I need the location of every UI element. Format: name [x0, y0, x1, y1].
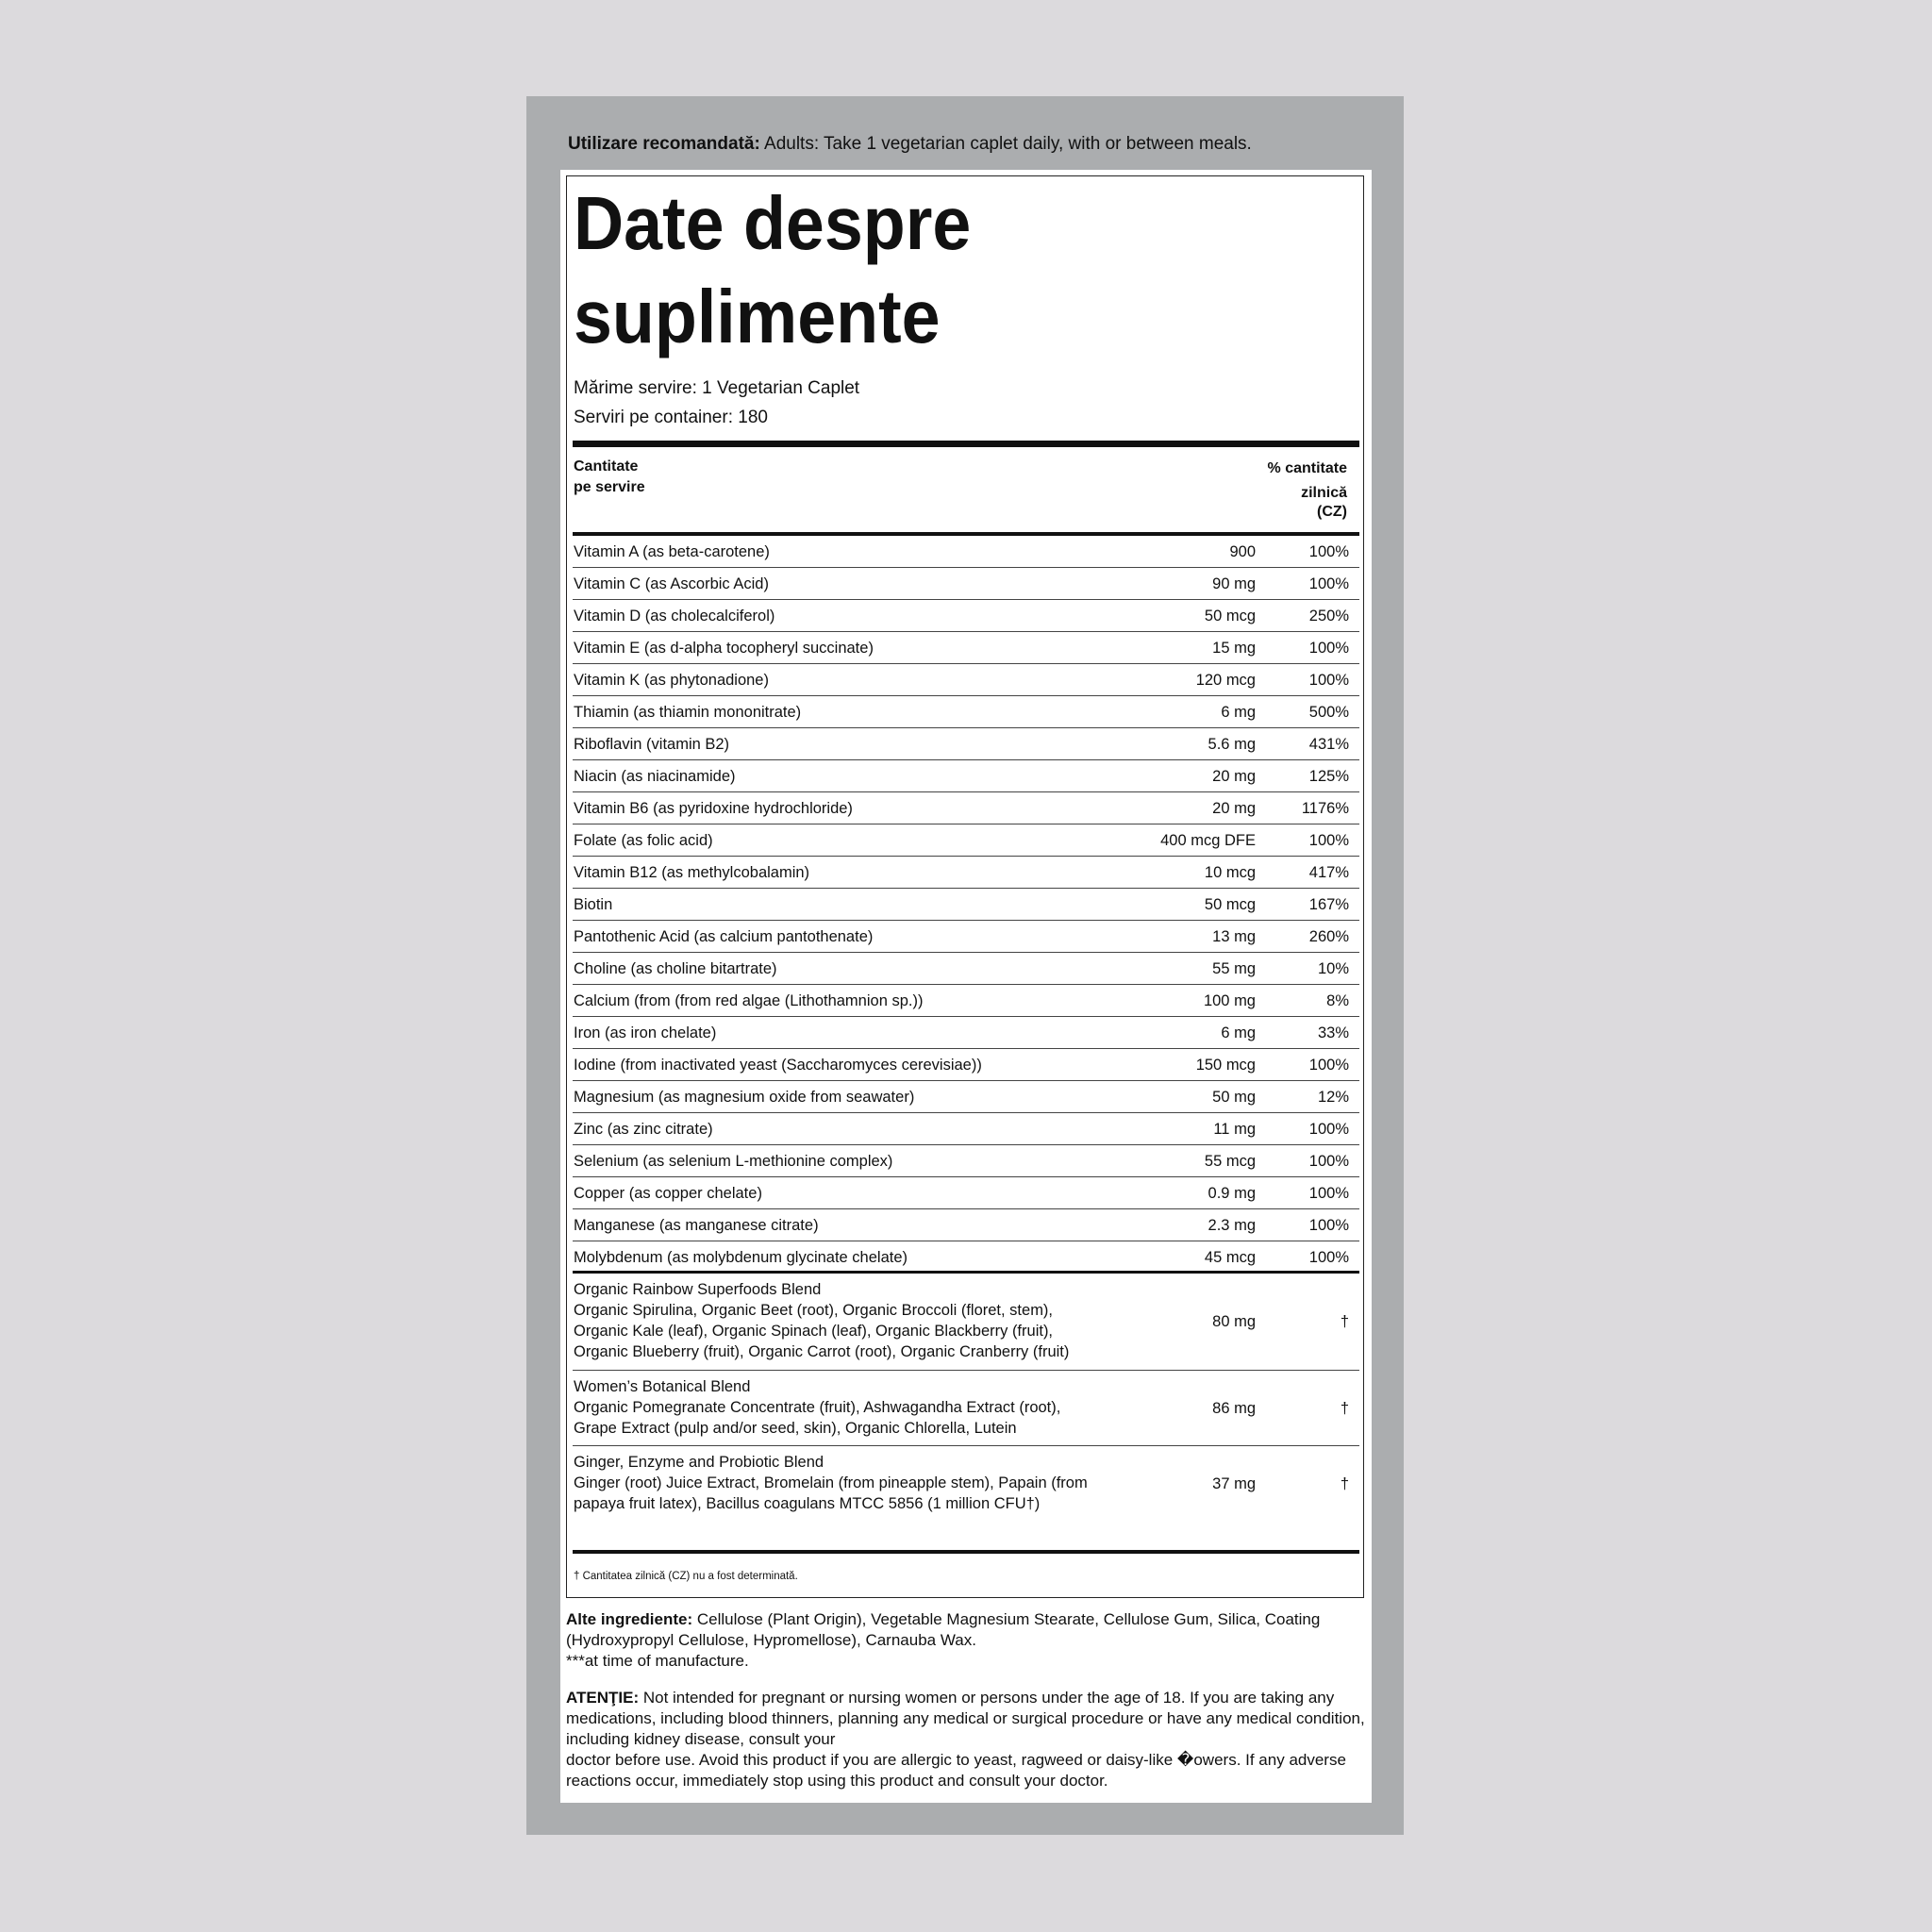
supplement-facts-box — [566, 175, 1364, 1598]
nutrient-amount: 0.9 mg — [1208, 1185, 1256, 1202]
nutrient-daily-value: 100% — [1308, 1249, 1349, 1266]
nutrient-daily-value: 260% — [1308, 928, 1349, 945]
blend-row — [573, 1446, 1359, 1522]
nutrient-name: Iodine (from inactivated yeast (Saccharomyces cerevisiae)) — [574, 1057, 982, 1074]
nutrient-daily-value: 100% — [1308, 640, 1349, 657]
amount-header-line2: pe servire — [574, 479, 645, 495]
blend-amount: 37 mg — [1212, 1475, 1256, 1492]
blend-name: Women’s Botanical Blend — [574, 1378, 751, 1395]
blend-text — [574, 1452, 1102, 1514]
blend-name: Organic Rainbow Superfoods Blend — [574, 1281, 822, 1298]
amount-header — [574, 457, 645, 498]
nutrient-row — [573, 664, 1359, 696]
nutrient-row — [573, 728, 1359, 760]
daily-value-header — [1268, 457, 1347, 525]
nutrient-daily-value: 12% — [1317, 1089, 1349, 1106]
nutrient-row — [573, 760, 1359, 792]
nutrient-amount: 50 mcg — [1204, 896, 1256, 913]
nutrient-name: Riboflavin (vitamin B2) — [574, 736, 730, 753]
nutrient-row — [573, 1017, 1359, 1049]
nutrient-amount: 5.6 mg — [1208, 736, 1256, 753]
nutrient-row — [573, 921, 1359, 953]
nutrient-daily-value: 100% — [1308, 1217, 1349, 1234]
nutrient-amount: 6 mg — [1221, 704, 1256, 721]
nutrient-name: Vitamin D (as cholecalciferol) — [574, 608, 775, 625]
nutrient-name: Vitamin K (as phytonadione) — [574, 672, 769, 689]
blend-detail: Organic Spirulina, Organic Beet (root), Organic Broccoli (floret, stem), Organic Kale (leaf), Organic Spinach (leaf), Organic Blackberry (fruit), Organic Blueberry (fruit), Organic Carrot (root), Organic Cranberry (fruit) — [574, 1302, 1070, 1360]
nutrient-amount: 20 mg — [1212, 800, 1256, 817]
nutrient-name: Zinc (as zinc citrate) — [574, 1121, 713, 1138]
facts-title-line2: suplimente — [574, 275, 941, 358]
nutrient-name: Thiamin (as thiamin mononitrate) — [574, 704, 802, 721]
caution-text-part1: Not intended for pregnant or nursing women or persons under the age of 18. If you are taking any medications, including blood thinners, planning any medical or surgical procedure or have any medical condition, including kidney disease, consult your — [566, 1689, 1365, 1748]
nutrient-row — [573, 1209, 1359, 1241]
nutrient-daily-value: 500% — [1308, 704, 1349, 721]
nutrient-name: Pantothenic Acid (as calcium pantothenate) — [574, 928, 874, 945]
blend-text — [574, 1376, 1102, 1439]
nutrient-daily-value: 1176% — [1301, 800, 1349, 817]
nutrient-daily-value: 10% — [1317, 960, 1349, 977]
footnote: † Cantitatea zilnică (CZ) nu a fost determinată. — [574, 1571, 798, 1582]
nutrient-name: Selenium (as selenium L-methionine complex) — [574, 1153, 893, 1170]
label-panel — [526, 96, 1404, 1835]
nutrient-row — [573, 953, 1359, 985]
nutrient-name: Vitamin A (as beta-carotene) — [574, 543, 770, 560]
nutrient-daily-value: 125% — [1308, 768, 1349, 785]
nutrient-row — [573, 1113, 1359, 1145]
nutrient-daily-value: 100% — [1308, 1121, 1349, 1138]
amount-header-line1: Cantitate — [574, 458, 639, 475]
blend-row — [573, 1371, 1359, 1446]
blend-name: Ginger, Enzyme and Probiotic Blend — [574, 1454, 824, 1471]
nutrient-row — [573, 857, 1359, 889]
nutrient-daily-value: 8% — [1326, 992, 1349, 1009]
nutrient-daily-value: 250% — [1308, 608, 1349, 625]
serving-size: Mărime servire: 1 Vegetarian Caplet — [574, 378, 860, 398]
nutrient-amount: 2.3 mg — [1208, 1217, 1256, 1234]
nutrient-name: Folate (as folic acid) — [574, 832, 713, 849]
blend-amount: 86 mg — [1212, 1400, 1256, 1417]
nutrient-name: Copper (as copper chelate) — [574, 1185, 762, 1202]
nutrient-row — [573, 632, 1359, 664]
nutrient-row — [573, 889, 1359, 921]
blend-detail: Organic Pomegranate Concentrate (fruit), Ashwagandha Extract (root), Grape Extract (pulp and/or seed, skin), Organic Chlorella, Lutein — [574, 1399, 1061, 1437]
nutrient-daily-value: 100% — [1308, 575, 1349, 592]
nutrient-amount: 120 mcg — [1195, 672, 1256, 689]
blend-daily-value: † — [1340, 1475, 1349, 1492]
nutrient-daily-value: 431% — [1308, 736, 1349, 753]
nutrient-row — [573, 1049, 1359, 1081]
daily-value-header-line1: % cantitate — [1267, 460, 1347, 476]
nutrient-daily-value: 100% — [1308, 543, 1349, 560]
nutrient-row — [573, 1241, 1359, 1274]
nutrient-amount: 90 mg — [1212, 575, 1256, 592]
daily-value-header-line3: (CZ) — [1317, 504, 1347, 520]
nutrient-amount: 10 mcg — [1204, 864, 1256, 881]
nutrient-name: Vitamin B6 (as pyridoxine hydrochloride) — [574, 800, 853, 817]
nutrient-row — [573, 824, 1359, 857]
nutrient-amount: 55 mcg — [1204, 1153, 1256, 1170]
nutrient-row — [573, 985, 1359, 1017]
nutrient-amount: 13 mg — [1212, 928, 1256, 945]
nutrient-daily-value: 33% — [1317, 1024, 1349, 1041]
blend-detail: Ginger (root) Juice Extract, Bromelain (from pineapple stem), Papain (from papaya fruit latex), Bacillus coagulans MTCC 5856 (1 million CFU†) — [574, 1474, 1088, 1512]
nutrient-row — [573, 600, 1359, 632]
daily-value-header-line2: zilnică — [1301, 485, 1347, 501]
caution-text — [566, 1688, 1368, 1791]
nutrient-name: Choline (as choline bitartrate) — [574, 960, 777, 977]
nutrient-row — [573, 568, 1359, 600]
nutrient-amount: 50 mg — [1212, 1089, 1256, 1106]
nutrient-row — [573, 696, 1359, 728]
nutrient-name: Manganese (as manganese citrate) — [574, 1217, 819, 1234]
nutrient-amount: 55 mg — [1212, 960, 1256, 977]
nutrient-name: Vitamin B12 (as methylcobalamin) — [574, 864, 810, 881]
blend-daily-value: † — [1340, 1313, 1349, 1330]
nutrient-name: Vitamin E (as d-alpha tocopheryl succinate) — [574, 640, 874, 657]
nutrient-daily-value: 167% — [1308, 896, 1349, 913]
servings-per-container: Serviri pe container: 180 — [574, 408, 768, 427]
caution-label: ATENŢIE: — [566, 1689, 640, 1707]
facts-title-line1: Date despre — [574, 181, 972, 265]
caution-text-part2: doctor before use. Avoid this product if you are allergic to yeast, ragweed or daisy-like �owers. If any adverse reactions occur, immediately stop using this product and consult your doctor. — [566, 1751, 1346, 1790]
blend-row — [573, 1274, 1359, 1371]
nutrient-amount: 100 mg — [1203, 992, 1256, 1009]
nutrient-daily-value: 100% — [1308, 832, 1349, 849]
nutrient-name: Biotin — [574, 896, 613, 913]
thick-divider-top — [573, 441, 1359, 447]
nutrient-daily-value: 100% — [1308, 1057, 1349, 1074]
thick-divider-bottom — [573, 1550, 1359, 1554]
nutrient-row — [573, 1081, 1359, 1113]
blend-daily-value: † — [1340, 1400, 1349, 1417]
nutrient-name: Calcium (from (from red algae (Lithothamnion sp.)) — [574, 992, 924, 1009]
nutrient-name: Molybdenum (as molybdenum glycinate chelate) — [574, 1249, 908, 1266]
nutrient-row — [573, 792, 1359, 824]
nutrient-name: Vitamin C (as Ascorbic Acid) — [574, 575, 769, 592]
blend-text — [574, 1279, 1102, 1362]
nutrient-amount: 900 — [1229, 543, 1256, 560]
other-ingredients-label: Alte ingrediente: — [566, 1610, 693, 1628]
nutrient-daily-value: 100% — [1308, 1185, 1349, 1202]
nutrient-amount: 45 mcg — [1204, 1249, 1256, 1266]
recommended-use — [568, 134, 1252, 155]
other-ingredients — [566, 1609, 1368, 1672]
recommended-use-text: Adults: Take 1 vegetarian caplet daily, with or between meals. — [759, 134, 1252, 154]
nutrient-amount: 150 mcg — [1195, 1057, 1256, 1074]
nutrient-amount: 50 mcg — [1204, 608, 1256, 625]
facts-title — [574, 176, 1181, 363]
nutrient-amount: 15 mg — [1212, 640, 1256, 657]
nutrient-row — [573, 1145, 1359, 1177]
nutrient-daily-value: 100% — [1308, 1153, 1349, 1170]
blend-amount: 80 mg — [1212, 1313, 1256, 1330]
nutrient-name: Niacin (as niacinamide) — [574, 768, 736, 785]
label-card — [560, 170, 1372, 1803]
nutrient-amount: 6 mg — [1221, 1024, 1256, 1041]
nutrient-amount: 400 mcg DFE — [1160, 832, 1256, 849]
nutrient-rows — [573, 536, 1359, 1522]
recommended-use-label: Utilizare recomandată: — [568, 134, 760, 154]
nutrient-name: Magnesium (as magnesium oxide from seawater) — [574, 1089, 915, 1106]
nutrient-daily-value: 417% — [1308, 864, 1349, 881]
nutrient-amount: 11 mg — [1213, 1121, 1256, 1138]
manufacture-note: ***at time of manufacture. — [566, 1652, 749, 1670]
nutrient-row — [573, 1177, 1359, 1209]
nutrient-row — [573, 536, 1359, 568]
other-ingredients-text: Cellulose (Plant Origin), Vegetable Magnesium Stearate, Cellulose Gum, Silica, Coating (Hydroxypropyl Cellulose, Hypromellose), Carnauba Wax. — [566, 1610, 1321, 1649]
nutrient-name: Iron (as iron chelate) — [574, 1024, 717, 1041]
nutrient-daily-value: 100% — [1308, 672, 1349, 689]
nutrient-amount: 20 mg — [1212, 768, 1256, 785]
